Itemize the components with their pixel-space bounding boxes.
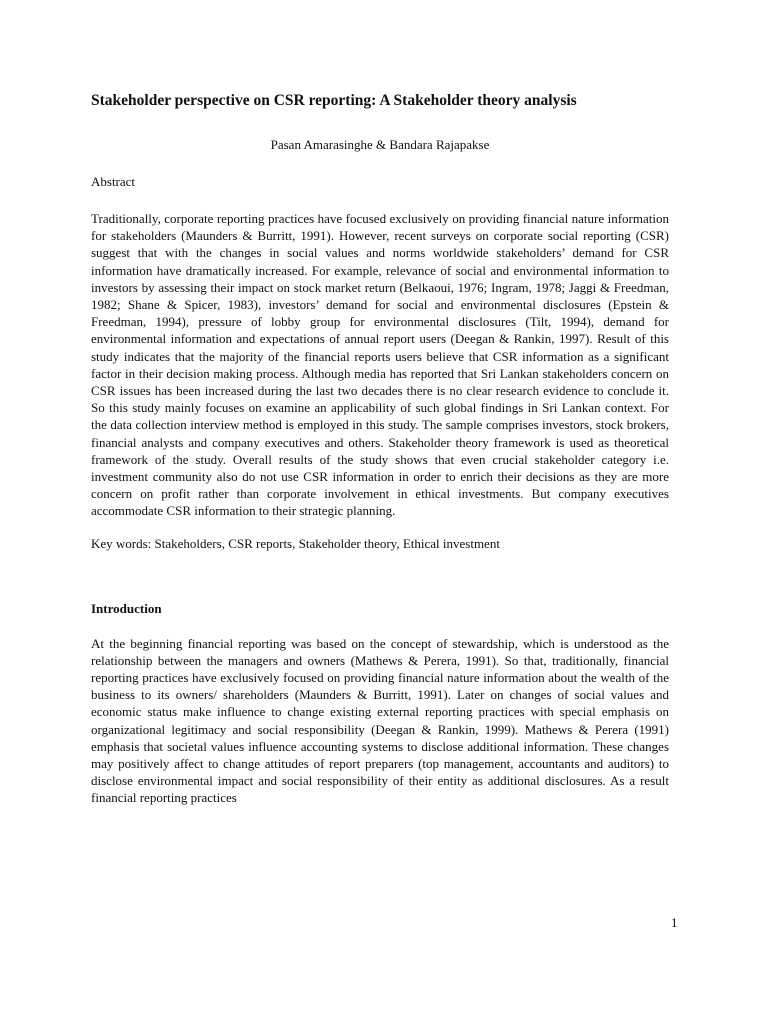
introduction-paragraph: At the beginning financial reporting was based on the concept of stewardship, which is understood as the relationship between the managers and owners (Mathews & Perera, 1991). So that, traditionally, financial reporting practices have exclusively focused on providing financial nature information about the wealth of the business to its owners/ shareholders (Maunders & Burritt, 1991). Later on changes of social values and economic status make influence to change existing external reporting practices with special emphasis on organizational legitimacy and social responsibility (Deegan & Rankin, 1999). Mathews & Perera (1991) emphasis that societal values influence accounting systems to disclose additional information. These changes may positively affect to change attitudes of report preparers (top management, accountants and auditors) to disclose environmental impact and social responsibility of their entity as additional disclosures. As a result financial reporting practices bbox=[91, 635, 669, 806]
page-number: 1 bbox=[671, 915, 678, 930]
keywords-line: Key words: Stakeholders, CSR reports, Stakeholder theory, Ethical investment bbox=[91, 535, 500, 551]
abstract-heading: Abstract bbox=[91, 174, 136, 189]
page-content bbox=[91, 90, 669, 807]
author-list: Pasan Amarasinghe & Bandara Rajapakse bbox=[270, 137, 490, 152]
abstract-paragraph: Traditionally, corporate reporting practices have focused exclusively on providing financial nature information for stakeholders (Maunders & Burritt, 1991). However, recent surveys on corporate social reporting (CSR) suggest that with the changes in social values and norms worldwide stakeholders’ demand for CSR information have dramatically increased. For example, relevance of social and environmental information to investors by assessing their impact on stock market return (Belkaoui, 1976; Ingram, 1978; Jaggi & Freedman, 1982; Shane & Spicer, 1983), investors’ demand for social and environmental disclosures (Epstein & Freedman, 1994), pressure of lobby group for environmental disclosures (Tilt, 1994), demand for environmental information and expectations of annual report users (Deegan & Rankin, 1997). Result of this study indicates that the majority of the financial reports users believe that CSR information as a significant factor in their decision making process. Although media has reported that Sri Lankan stakeholders concern on CSR issues has been increased during the last two decades there is no clear research evidence to conclude it. So this study mainly focuses on examine an applicability of such global findings in Sri Lankan context. For the data collection interview method is employed in this study. The sample comprises investors, stock brokers, financial analysts and company executives and others. Stakeholder theory framework is used as theoretical framework of the study. Overall results of the study shows that even crucial stakeholder category i.e. investment community also do not use CSR information in order to enrich their decisions as they are more concern on profit rather than corporate involvement in ethical investments. But company executives accommodate CSR information to their strategic planning. bbox=[91, 211, 669, 519]
introduction-heading: Introduction bbox=[91, 600, 162, 616]
paper-title: Stakeholder perspective on CSR reporting: A Stakeholder theory analysis bbox=[91, 92, 577, 109]
